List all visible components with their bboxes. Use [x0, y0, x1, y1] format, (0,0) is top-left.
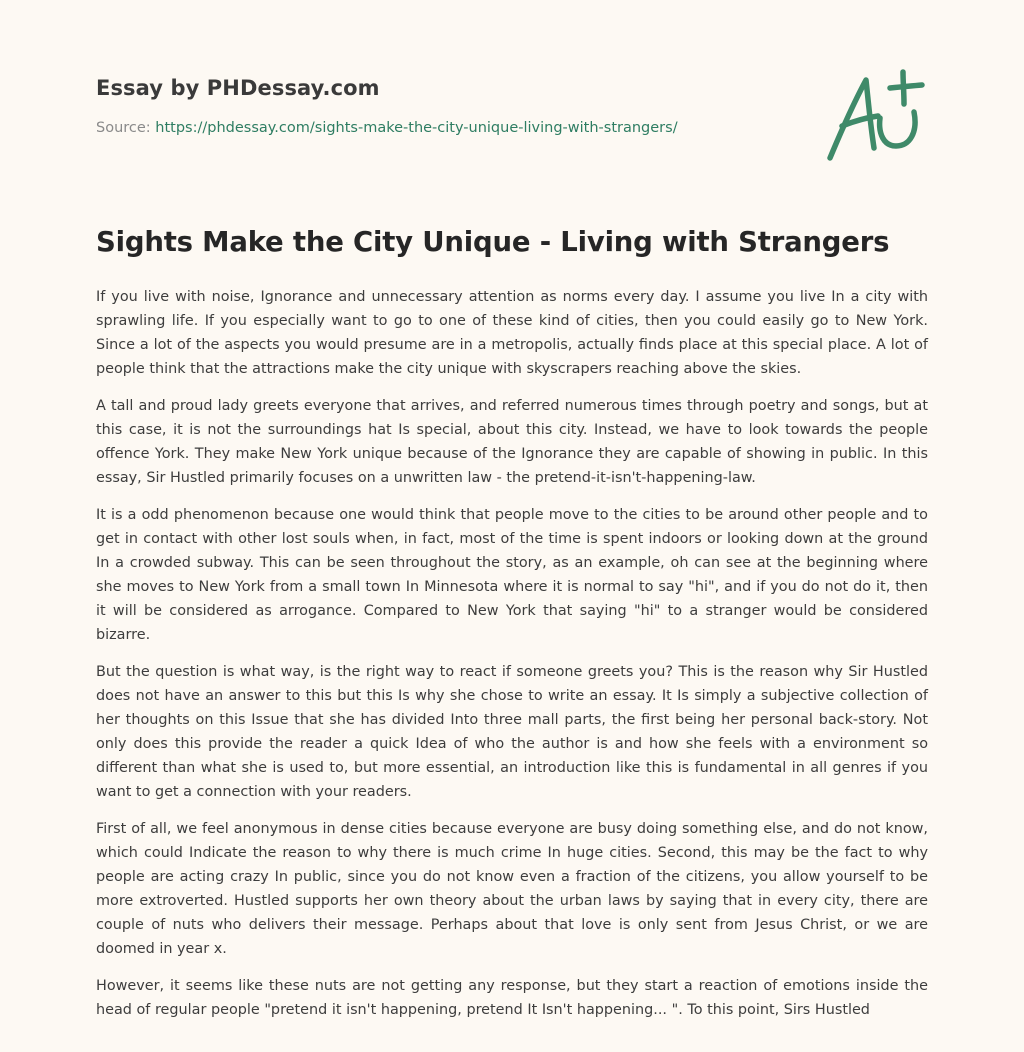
source-label: Source: — [96, 120, 156, 136]
source-link[interactable]: https://phdessay.com/sights-make-the-city-unique-living-with-strangers/ — [155, 120, 678, 136]
essay-paragraph: However, it seems like these nuts are not getting any response, but they start a reaction of emotions inside the head of regular people "pretend it isn't happening, pretend It Isn't happening... ". To this point, Sirs Hustled — [96, 978, 928, 1018]
essay-paragraph: It is a odd phenomenon because one would think that people move to the cities to be around other people and to get in contact with other lost souls when, in fact, most of the time is spent indoors or looking down at the ground In a crowded subway. This can be seen throughout the story, as an example, oh can see at the beginning where she moves to New York from a small town In Minnesota where it is normal to say "hi", and if you do not do it, then it will be considered as arrogance. Compared to New York that saying "hi" to a stranger would be considered bizarre. — [96, 507, 928, 643]
a-plus-grade-icon — [820, 66, 930, 166]
source-line — [96, 120, 796, 136]
essay-paragraph: If you live with noise, Ignorance and unnecessary attention as norms every day. I assume you live In a city with sprawling life. If you especially want to go to one of these kind of cities, then you could easily go to New York. Since a lot of the aspects you would presume are in a metropolis, actually finds place at this special place. A lot of people think that the attractions make the city unique with skyscrapers reaching above the skies. — [96, 289, 928, 377]
essay-body — [96, 285, 928, 1035]
essay-paragraph: But the question is what way, is the right way to react if someone greets you? This is the reason why Sir Hustled does not have an answer to this but this Is why she chose to write an essay. It Is simply a subjective collection of her thoughts on this Issue that she has divided Into three mall parts, the first being her personal back-story. Not only does this provide the reader a quick Idea of who the author is and how she feels with a environment so different than what she is used to, but more essential, an introduction like this is fundamental in all genres if you want to get a connection with your readers. — [96, 664, 928, 800]
header — [96, 76, 796, 136]
essay-paragraph: First of all, we feel anonymous in dense cities because everyone are busy doing something else, and do not know, which could Indicate the reason to why there is much crime In huge cities. Second, this may be the fact to why people are acting crazy In public, since you do not know even a fraction of the citizens, you allow yourself to be more extroverted. Hustled supports her own theory about the urban laws by saying that in every city, there are couple of nuts who delivers their message. Perhaps about that love is only sent from Jesus Christ, or we are doomed in year x. — [96, 821, 928, 957]
site-brand: Essay by PHDessay.com — [96, 76, 380, 100]
essay-title: Sights Make the City Unique - Living with Strangers — [96, 226, 890, 258]
essay-paragraph: A tall and proud lady greets everyone that arrives, and referred numerous times through poetry and songs, but at this case, it is not the surroundings hat Is special, about this city. Instead, we have to look towards the people offence York. They make New York unique because of the Ignorance they are capable of showing in public. In this essay, Sir Hustled primarily focuses on a unwritten law - the pretend-it-isn't-happening-law. — [96, 398, 928, 486]
